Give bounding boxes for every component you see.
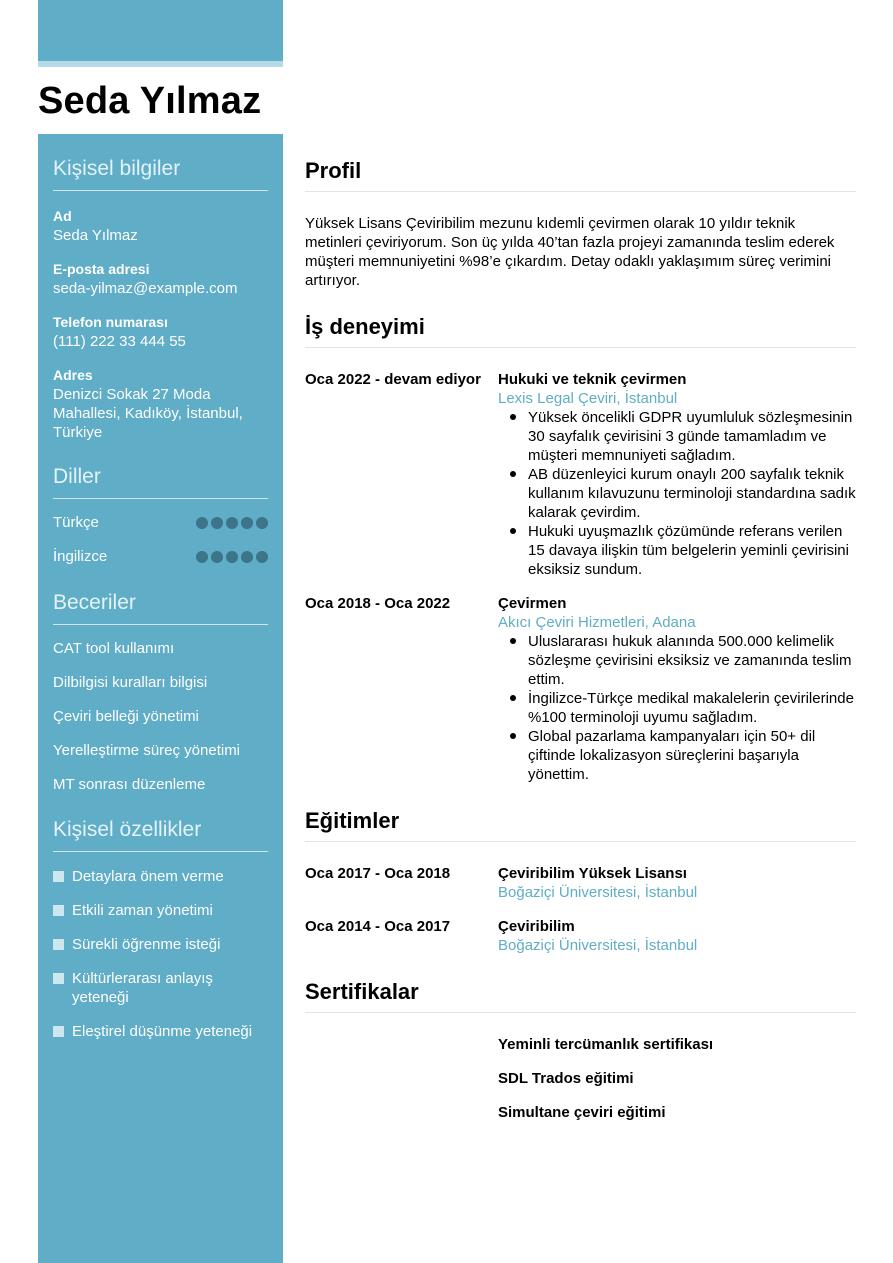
skill-item: CAT tool kullanımı: [53, 640, 175, 657]
job-title: Çevirmen: [498, 595, 567, 612]
divider: [305, 841, 856, 842]
square-bullet-icon: [53, 871, 64, 882]
language-name: Türkçe: [53, 514, 99, 531]
certificate-item: SDL Trados eğitimi: [498, 1070, 634, 1087]
divider: [53, 624, 268, 625]
divider: [53, 498, 268, 499]
job-bullet: İngilizce-Türkçe medikal makalelerin çevirilerinde %100 terminoloji uyumu sağladım.: [498, 689, 858, 727]
resume-name: Seda Yılmaz: [38, 80, 262, 122]
job-bullet: Uluslararası hukuk alanında 500.000 kelimelik sözleşme çevirisini eksiksiz ve zamanında teslim ettim.: [498, 632, 858, 689]
job-date: Oca 2018 - Oca 2022: [305, 595, 451, 612]
square-bullet-icon: [53, 939, 64, 950]
skill-item: Yerelleştirme süreç yönetimi: [53, 742, 241, 759]
level-dot-icon: [196, 517, 208, 529]
skill-item: Çeviri belleği yönetimi: [53, 708, 199, 725]
education-school: Boğaziçi Üniversitesi, İstanbul: [498, 884, 698, 901]
trait-item: [53, 969, 268, 1007]
language-level-rating: [196, 517, 268, 529]
divider: [305, 191, 856, 192]
skill-item: Dilbilgisi kuralları bilgisi: [53, 674, 208, 691]
language-row: [53, 548, 268, 567]
square-bullet-icon: [53, 1026, 64, 1037]
trait-text: Etkili zaman yönetimi: [72, 902, 213, 919]
square-bullet-icon: [53, 905, 64, 916]
traits-heading: Kişisel özellikler: [53, 818, 202, 841]
header-accent-stripe: [38, 61, 283, 67]
divider: [305, 1012, 856, 1013]
job-date: Oca 2022 - devam ediyor: [305, 371, 481, 388]
job-bullet-list: [498, 632, 858, 784]
level-dot-icon: [226, 551, 238, 563]
skills-heading: Beceriler: [53, 591, 136, 614]
languages-heading: Diller: [53, 465, 101, 488]
trait-item: [53, 867, 268, 886]
divider: [53, 190, 268, 191]
address-label: Adres: [53, 367, 93, 383]
education-heading: Eğitimler: [305, 808, 400, 833]
square-bullet-icon: [53, 973, 64, 984]
level-dot-icon: [211, 517, 223, 529]
education-school: Boğaziçi Üniversitesi, İstanbul: [498, 937, 698, 954]
address-value: Denizci Sokak 27 Moda Mahallesi, Kadıköy, İstanbul, Türkiye: [53, 386, 243, 441]
job-bullet: AB düzenleyici kurum onaylı 200 sayfalık teknik kullanım kılavuzunu terminoloji standardına sadık kalarak çevirdim.: [498, 465, 858, 522]
name-value: Seda Yılmaz: [53, 227, 138, 244]
job-bullet: Hukuki uyuşmazlık çözümünde referans verilen 15 davaya ilişkin tüm belgelerin yeminli çevirisini eksiksiz sundum.: [498, 522, 858, 579]
level-dot-icon: [196, 551, 208, 563]
language-name: İngilizce: [53, 548, 108, 565]
education-degree: Çeviribilim: [498, 918, 575, 935]
personal-info-heading: Kişisel bilgiler: [53, 157, 181, 180]
sidebar: [38, 134, 283, 1263]
job-bullet: Global pazarlama kampanyaları için 50+ dil çiftinde lokalizasyon süreçlerini başarıyla yönettim.: [498, 727, 858, 784]
level-dot-icon: [256, 551, 268, 563]
education-date: Oca 2014 - Oca 2017: [305, 918, 451, 935]
level-dot-icon: [241, 517, 253, 529]
education-degree: Çeviribilim Yüksek Lisansı: [498, 865, 687, 882]
certificates-heading: Sertifikalar: [305, 979, 419, 1004]
job-employer: Lexis Legal Çeviri, İstanbul: [498, 390, 678, 407]
job-title: Hukuki ve teknik çevirmen: [498, 371, 687, 388]
job-bullet-list: [498, 408, 858, 579]
email-label: E-posta adresi: [53, 261, 150, 277]
job-employer: Akıcı Çeviri Hizmetleri, Adana: [498, 614, 696, 631]
trait-text: Kültürlerarası anlayış yeteneği: [72, 970, 213, 1006]
header-accent-band: [38, 0, 283, 61]
level-dot-icon: [226, 517, 238, 529]
profile-heading: Profil: [305, 158, 362, 183]
level-dot-icon: [211, 551, 223, 563]
trait-item: [53, 1022, 268, 1041]
trait-item: [53, 935, 268, 954]
trait-text: Sürekli öğrenme isteği: [72, 936, 221, 953]
education-date: Oca 2017 - Oca 2018: [305, 865, 451, 882]
trait-text: Detaylara önem verme: [72, 868, 224, 885]
job-bullet: Yüksek öncelikli GDPR uyumluluk sözleşmesinin 30 sayfalık çevirisini 3 günde tamamladım ve müşteri memnuniyeti sağladım.: [498, 408, 858, 465]
trait-text: Eleştirel düşünme yeteneği: [72, 1023, 253, 1040]
name-label: Ad: [53, 208, 72, 224]
profile-text: Yüksek Lisans Çeviribilim mezunu kıdemli çevirmen olarak 10 yıldır teknik metinleri çeviriyorum. Son üç yılda 40’tan fazla projeyi zamanında teslim ederek müşteri memnuniyetini %98’e çıkardım. Detay odaklı yaklaşımım süreç verimini artırıyor.: [305, 215, 835, 289]
trait-item: [53, 901, 268, 920]
divider: [305, 347, 856, 348]
phone-label: Telefon numarası: [53, 314, 168, 330]
skill-item: MT sonrası düzenleme: [53, 776, 206, 793]
experience-heading: İş deneyimi: [305, 314, 425, 339]
level-dot-icon: [256, 517, 268, 529]
level-dot-icon: [241, 551, 253, 563]
language-row: [53, 514, 268, 533]
email-value[interactable]: seda-yilmaz@example.com: [53, 280, 238, 297]
phone-value: (111) 222 33 444 55: [53, 333, 186, 350]
certificate-item: Simultane çeviri eğitimi: [498, 1104, 666, 1121]
certificate-item: Yeminli tercümanlık sertifikası: [498, 1036, 714, 1053]
divider: [53, 851, 268, 852]
language-level-rating: [196, 551, 268, 563]
